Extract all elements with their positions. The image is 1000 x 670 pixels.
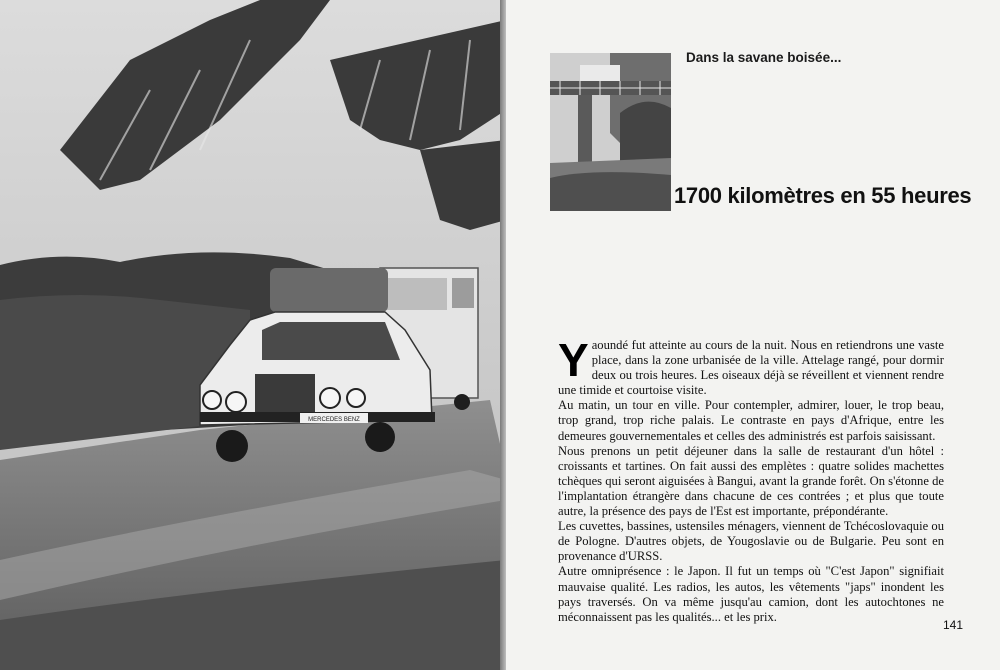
article-body <box>558 334 944 625</box>
paragraph: Nous prenons un petit déjeuner dans la salle de restaurant d'un hôtel : croissants et tartines. On fait aussi des emplètes : quatre solides machettes tchèques qui seront aiguisées à Bangui, avant la grande forêt. On s'étonne de l'implantation étrangère dans chacune de ces contrées ; et plus que toute autre, la présence des pays de l'Est est importante, prépondérante. <box>558 443 944 519</box>
page-number: 141 <box>943 618 964 632</box>
paragraph: Yaoundé fut atteinte au cours de la nuit. Nous en retiendrons une vaste place, dans la zone urbanisée de la ville. Attelage rangé, pour dormir deux ou trois heures. Les oiseaux déjà se réveillent et viennent rendre une timide et courtoise visite. <box>558 334 944 398</box>
license-plate: MERCEDES BENZ <box>308 417 360 423</box>
paragraph: Autre omniprésence : le Japon. Il fut un temps où "C'est Japon" signifiait mauvaise qualité. Les radios, les autos, les vêtements "japs" inondent les pays traversés. On va même jusqu'au camion, dont les autochtones ne méconnaissent pas les qualités... et les prix. <box>558 564 944 624</box>
section-subtitle: Dans la savane boisée... <box>686 50 842 65</box>
drop-cap: Y <box>558 334 589 386</box>
article-title: 1700 kilomètres en 55 heures <box>674 183 972 208</box>
paragraph: Les cuvettes, bassines, ustensiles ménagers, viennent de Tchécoslovaquie ou de Pologne. D'autres objets, de Yougoslavie ou de Bulgarie. Peu sont en provenance d'URSS. <box>558 519 944 564</box>
paragraph: Au matin, un tour en ville. Pour contempler, admirer, louer, le trop beau, trop grand, trop riche palais. Le contraste en pays d'Afrique, entre les demeures gouvernementales et celles des administrés est parfois saisissant. <box>558 398 944 443</box>
right-page <box>506 0 1000 670</box>
bridge-photo <box>550 53 671 211</box>
